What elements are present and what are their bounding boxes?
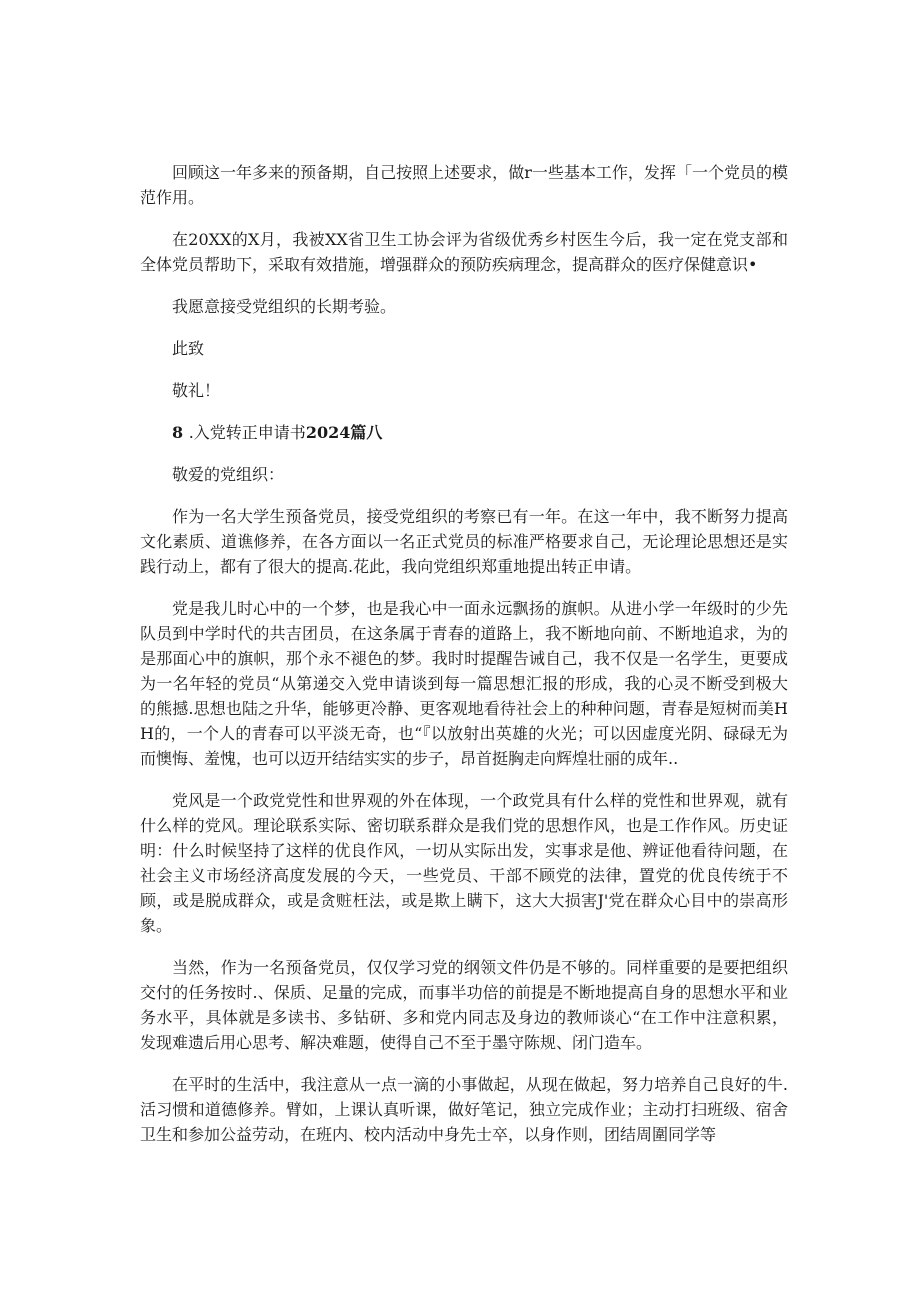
paragraph-study: 当然，作为一名预备党员，仅仅学习党的纲领文件仍是不够的。同样重要的是要把组织交付的任务按时.、保质、足量的完成，而事半功倍的前提是不断地提高自身的思想水平和业务水平，具体就是多读书、多钻研、多和党内同志及身边的教师谈心“在工作中注意积累，发现难遗后用心思考、解决难题，使得自己不至于墨守陈规、闭门造车。 — [140, 958, 788, 1052]
heading-number: 8 — [172, 423, 184, 442]
paragraph-intro: 作为一名大学生预备党员，接受党组织的考察已有一年。在这一年中，我不断努力提高文化素质、道谯修养，在各方面以一名正式党员的标准严格要求自己，无论理论思想还是实践行动上，都有了很大的提高.花此，我向党组织郑重地提出转正申请。 — [140, 507, 788, 576]
paragraph-review: 回顾这一年多来的预备期，自己按照上述要求，做r一些基本工作，发挥「一个党员的模范作用。 — [140, 163, 788, 207]
paragraph-dream: 党是我儿时心中的一个梦，也是我心中一面永远飘扬的旗帜。从进小学一年级时的少先队员到中学时代的共吉团员，在这条属于青春的道路上，我不断地向前、不断地追求，为的是那面心中的旗帜，那个永不褪色的梦。我时时提醒告诫自己，我不仅是一名学生，更要成为一名年轻的党员“从第递交入党申请谈到每一篇思想汇报的形成，我的心灵不断受到极大的熊撼.思想也陆之升华，能够更冷静、更客观地看待社会上的种种问题，青春是短树而美HH的，一个人的青春可以平淡无奇，也“『以放射出英雄的火光；可以因虚度光阴、碌碌无为而懊悔、羞愧，也可以迈开结结实实的步子，昂首挺胸走向辉煌壮丽的成年.. — [140, 599, 788, 768]
heading-text: .入党转正申请书 — [188, 423, 306, 442]
heading-year: 2024篇八 — [305, 423, 383, 442]
salutation: 敬爱的党组织： — [172, 465, 285, 484]
paragraph-willing: 我愿意接受党组织的长期考验。 — [172, 297, 397, 316]
closing-jingli: 敬礼！ — [172, 381, 221, 400]
paragraph-party-style: 党风是一个政党党性和世界观的外在体现，一个政党具有什么样的党性和世界观，就有什么样的党风。理论联系实际、密切联系群众是我们党的思想作风，也是工作作风。历史证明：什么时候坚持了这样的优良作风，一切从实际出发，实事求是他、辨证他看待问题，在社会主义市场经济高度发展的今天，一些党员、干部不顾党的法律，置党的优良传统于不顾，或是脱成群众，或是贪赃枉法，或是欺上瞒下，这大大损害J'党在群众心目中的崇高形象。 — [140, 791, 788, 935]
paragraph-daily-life: 在平时的生活中，我注意从一点一滴的小事做起，从现在做起，努力培养自己良好的牛.活习惯和道德修养。臂如，上课认真听课，做好笔记，独立完成作业；主动打扫班级、宿舍卫生和参加公益劳动，在班内、校内活动中身先士卒，以身作则，团结周圍同学等 — [140, 1075, 788, 1144]
document-body — [140, 160, 788, 1164]
closing-cizhi: 此致 — [172, 339, 205, 358]
section-heading — [140, 420, 788, 445]
paragraph-award: 在20XX的X月，我被XX省卫生工协会评为省级优秀乡村医生今后，我一定在党支部和全体党员帮助下，采取有效措施，增强群众的预防疾病理念，提高群众的医疗保健意识• — [140, 230, 788, 274]
